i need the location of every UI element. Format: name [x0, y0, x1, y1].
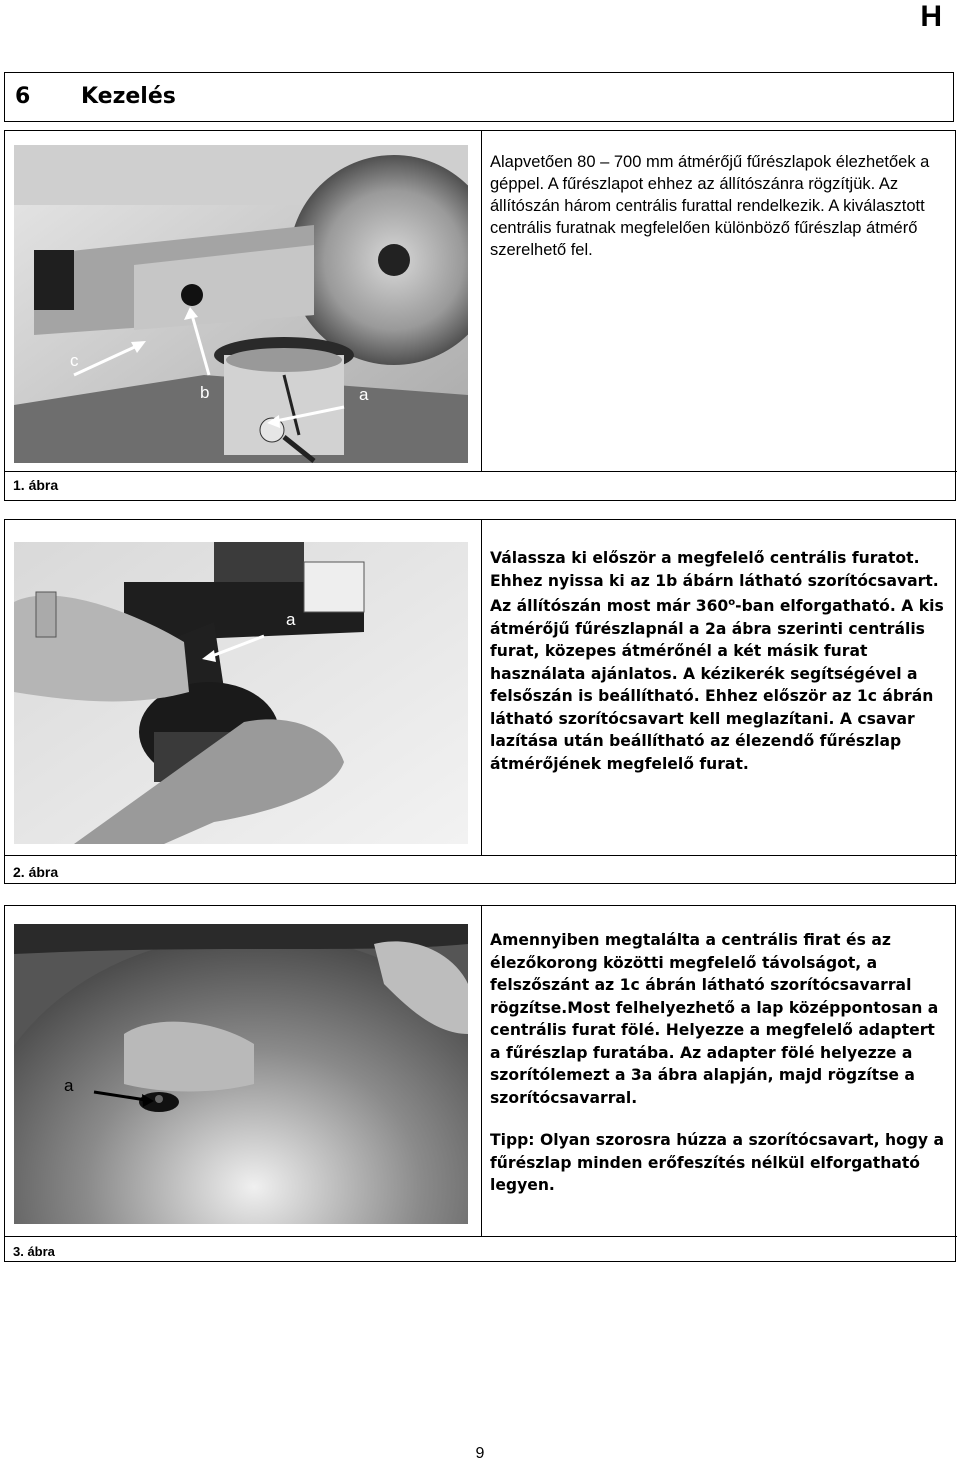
page-number: 9 — [475, 1445, 485, 1462]
section-heading — [4, 72, 954, 122]
section-title: Kezelés — [81, 84, 176, 109]
figure-2-text — [490, 547, 949, 775]
figure-3-block — [4, 905, 956, 1262]
figure-1-caption: 1. ábra — [5, 471, 957, 501]
figure-1-label-b: b — [200, 383, 210, 402]
figure-1-text: Alapvetően 80 – 700 mm átmérőjű fűrészlapok élezhetőek a géppel. A fűrészlapot ehhez az állítószánra rögzítjük. Az állítószán három centrális furattal rendelkezik. A kiválasztott centrális furatnak megfelelően különböző fűrészlap átmérő szerelhető fel. — [490, 153, 930, 259]
figure-2-text-part1: Válassza ki először a megfelelő centrális furatot. Ehhez nyissa ki az 1b ábárn látható szorítócsavart. Az állítószán most már 360 — [490, 549, 939, 616]
figure-1-text-cell — [482, 131, 955, 471]
figure-2-block — [4, 519, 956, 884]
figure-3-tip: Tipp: Olyan szorosra húzza a szorítócsavart, hogy a fűrészlap minden erőfeszítés nélkül elforgatható legyen. — [490, 1131, 945, 1194]
figure-1-label-c: c — [70, 351, 79, 370]
figure-2-caption: 2. ábra — [5, 855, 957, 885]
figure-2-label-a: a — [286, 610, 296, 629]
figure-3-caption: 3. ábra — [5, 1236, 957, 1262]
language-marker: H — [920, 0, 942, 33]
figure-3-label-a: a — [64, 1076, 74, 1095]
figure-1-photo-cell — [5, 131, 482, 471]
figure-2-photo-cell — [5, 520, 482, 855]
section-number: 6 — [15, 84, 31, 109]
figure-3-text-cell — [482, 906, 955, 1236]
figure-2-text-part2: -ban elforgatható. A kis átmérőjű fűrészlapnál a 2a ábra szerinti centrális furat, közepes átmérőnél a két másik furat használata ajánlatos. A kézikerék segítségével a felsőszán is beállítható. Ehhez először az 1c ábrán látható szorítócsavart kell meglazítani. A csavar lazítása után beállítható az élezendő fűrészlap átmérőjének megfelelő furat. — [490, 597, 944, 773]
figure-3-text: Amennyiben megtalálta a centrális firat és az élezőkorong közötti megfelelő távolságot, a felszőszánt az 1c ábrán látható szorítócsavarral rögzítse.Most felhelyezhető a lap középpontosan a centrális furat fölé. Helyezze a megfelelő adaptert a fűrészlap furatába. Az adapter fölé helyezze a szorítólemezt a 3a ábra alapján, majd rögzítse a szorítócsavarral. — [490, 931, 939, 1107]
figure-1-label-a: a — [359, 385, 369, 404]
figure-2-text-cell — [482, 520, 955, 855]
figure-3-photo — [14, 924, 468, 1224]
figure-1-block — [4, 130, 956, 501]
figure-2-degree-superscript: o — [728, 597, 736, 608]
figure-2-photo — [14, 542, 468, 844]
figure-1-photo — [14, 145, 468, 463]
figure-3-photo-cell — [5, 906, 482, 1236]
